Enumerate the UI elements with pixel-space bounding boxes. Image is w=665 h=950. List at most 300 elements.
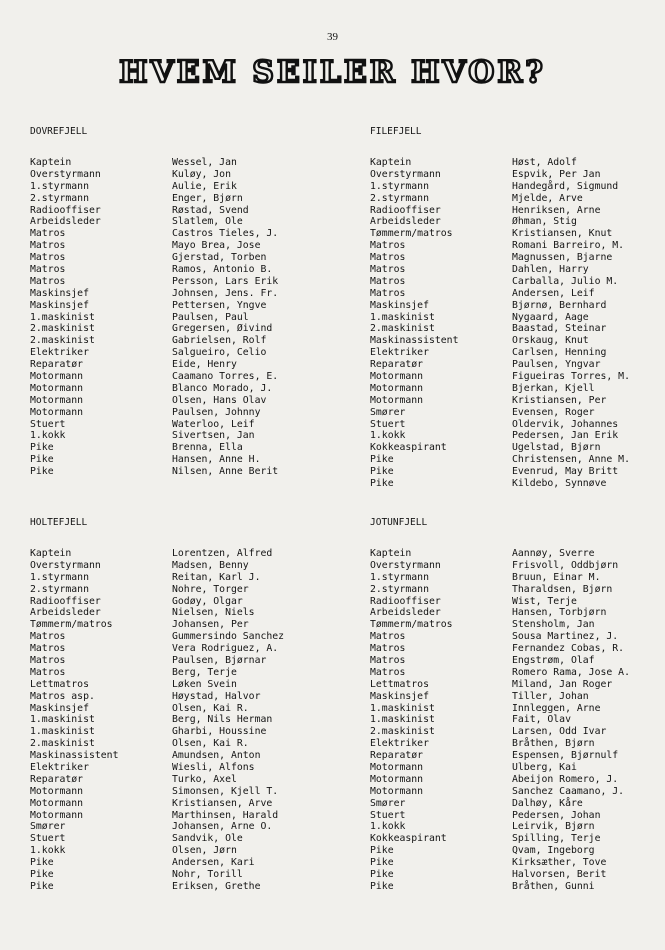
crew-row <box>370 810 665 822</box>
crew-role: Reparatør <box>30 359 84 371</box>
crew-row <box>30 703 330 715</box>
crew-row <box>30 798 330 810</box>
crew-row <box>30 359 330 371</box>
crew-name: Wist, Terje <box>512 595 577 607</box>
crew-name: Engstrøm, Olaf <box>512 655 595 667</box>
crew-role: Pike <box>370 478 394 490</box>
crew-role: Smører <box>370 797 406 809</box>
crew-row <box>370 881 665 893</box>
crew-role: Motormann <box>30 394 84 406</box>
crew-role: Motormann <box>370 382 424 394</box>
crew-name: Turko, Axel <box>172 773 237 785</box>
crew-row <box>30 714 330 726</box>
crew-list-dovrefjell <box>30 126 330 478</box>
crew-role: Tømmerm/matros <box>370 619 453 631</box>
crew-role: Stuert <box>30 418 66 430</box>
crew-row <box>370 691 665 703</box>
crew-name: Johansen, Arne O. <box>172 821 273 833</box>
crew-row <box>30 169 330 181</box>
crew-role: 2.maskinist <box>370 323 435 335</box>
crew-role: Overstyrmann <box>30 168 101 180</box>
crew-role: Matros <box>370 643 406 655</box>
crew-role: Motormann <box>30 809 84 821</box>
crew-name: Waterloo, Leif <box>172 418 255 430</box>
crew-role: Matros <box>30 228 66 240</box>
crew-row <box>370 276 665 288</box>
crew-row <box>30 371 330 383</box>
crew-row <box>30 347 330 359</box>
crew-row <box>370 312 665 324</box>
crew-name: Sandvik, Ole <box>172 833 243 845</box>
crew-role: Matros <box>370 666 406 678</box>
crew-row <box>370 383 665 395</box>
crew-row <box>370 607 665 619</box>
crew-name: Simonsen, Kjell T. <box>172 785 279 797</box>
crew-name: Carballa, Julio M. <box>512 275 619 287</box>
crew-role: 1.maskinist <box>30 311 95 323</box>
crew-name: Blanco Morado, J. <box>172 382 273 394</box>
crew-row <box>30 548 330 560</box>
crew-role: 1.maskinist <box>30 726 95 738</box>
crew-row <box>370 631 665 643</box>
crew-role: Pike <box>30 880 54 892</box>
crew-role: Motormann <box>30 371 84 383</box>
crew-row <box>370 169 665 181</box>
crew-row <box>370 679 665 691</box>
crew-row <box>30 300 330 312</box>
crew-row <box>370 252 665 264</box>
crew-row <box>370 466 665 478</box>
crew-row <box>30 454 330 466</box>
crew-name: Orskaug, Knut <box>512 335 589 347</box>
crew-name: Evensen, Roger <box>512 406 595 418</box>
crew-list-jotunfjell <box>370 517 665 893</box>
crew-role: Matros <box>370 655 406 667</box>
crew-role: Stuert <box>30 833 66 845</box>
ship-name: DOVREFJELL <box>30 126 88 137</box>
crew-row <box>370 560 665 572</box>
crew-row <box>370 857 665 869</box>
crew-name: Gharbi, Houssine <box>172 726 267 738</box>
crew-name: Handegård, Sigmund <box>512 180 619 192</box>
crew-name: Salgueiro, Celio <box>172 347 267 359</box>
crew-row <box>370 240 665 252</box>
crew-row <box>30 679 330 691</box>
crew-role: Lettmatros <box>370 678 429 690</box>
crew-name: Persson, Lars Erik <box>172 275 279 287</box>
crew-name: Nohr, Torill <box>172 869 243 881</box>
crew-row <box>30 395 330 407</box>
crew-name: Kildebo, Synnøve <box>512 478 607 490</box>
crew-row <box>370 288 665 300</box>
crew-row <box>370 845 665 857</box>
crew-role: 2.styrmann <box>30 583 89 595</box>
crew-role: Overstyrmann <box>370 168 441 180</box>
crew-role: 1.kokk <box>30 430 66 442</box>
crew-role: Matros <box>370 240 406 252</box>
crew-role: Radiooffiser <box>30 595 101 607</box>
crew-row <box>30 584 330 596</box>
crew-role: Kaptein <box>30 157 72 168</box>
crew-role: Pike <box>370 880 394 892</box>
crew-row <box>30 667 330 679</box>
crew-role: 1.styrmann <box>30 571 89 583</box>
crew-name: Bråthen, Bjørn <box>512 738 595 750</box>
crew-row <box>30 691 330 703</box>
crew-name: Castros Tieles, J. <box>172 228 279 240</box>
crew-role: Pike <box>30 869 54 881</box>
crew-row <box>370 584 665 596</box>
crew-name: Gjerstad, Torben <box>172 252 267 264</box>
crew-row <box>30 845 330 857</box>
crew-name: Qvam, Ingeborg <box>512 845 595 857</box>
ship-name: HOLTEFJELL <box>30 517 88 528</box>
crew-row <box>30 762 330 774</box>
crew-name: Kirksæther, Tove <box>512 857 607 869</box>
crew-row <box>370 454 665 466</box>
crew-name: Berg, Nils Herman <box>172 714 273 726</box>
crew-name: Vera Rodriguez, A. <box>172 643 279 655</box>
crew-row <box>30 157 330 169</box>
crew-name: Espensen, Bjørnulf <box>512 750 619 762</box>
crew-name: Paulsen, Johnny <box>172 406 261 418</box>
crew-row <box>30 655 330 667</box>
crew-role: 2.maskinist <box>30 335 95 347</box>
crew-name: Kristiansen, Arve <box>172 797 273 809</box>
crew-row <box>30 810 330 822</box>
crew-name: Abeijon Romero, J. <box>512 773 619 785</box>
crew-name: Romero Rama, Jose A. <box>512 666 630 678</box>
crew-row <box>370 335 665 347</box>
crew-name: Hansen, Anne H. <box>172 454 261 466</box>
crew-name: Kristiansen, Knut <box>512 228 613 240</box>
crew-row <box>370 548 665 560</box>
crew-role: Matros <box>370 287 406 299</box>
crew-rows <box>30 548 330 893</box>
crew-role: Tømmerm/matros <box>30 619 113 631</box>
crew-name: Olsen, Jørn <box>172 845 237 857</box>
crew-role: 1.maskinist <box>370 714 435 726</box>
crew-row <box>30 276 330 288</box>
crew-name: Wiesli, Alfons <box>172 762 255 774</box>
crew-role: Motormann <box>370 785 424 797</box>
crew-row <box>370 371 665 383</box>
crew-row <box>370 181 665 193</box>
crew-role: Matros <box>30 275 66 287</box>
crew-row <box>30 216 330 228</box>
crew-name: Paulsen, Paul <box>172 311 249 323</box>
crew-name: Paulsen, Bjørnar <box>172 655 267 667</box>
crew-name: Sivertsen, Jan <box>172 430 255 442</box>
crew-name: Caamano Torres, E. <box>172 371 279 383</box>
crew-row <box>30 335 330 347</box>
crew-name: Leirvik, Bjørn <box>512 821 595 833</box>
crew-name: Ulberg, Kai <box>512 762 577 774</box>
crew-name: Johansen, Per <box>172 619 249 631</box>
crew-name: Andersen, Leif <box>512 287 595 299</box>
crew-name: Berg, Terje <box>172 666 237 678</box>
crew-name: Slatlem, Ole <box>172 216 243 228</box>
crew-role: Stuert <box>370 809 406 821</box>
crew-row <box>30 193 330 205</box>
crew-name: Miland, Jan Roger <box>512 678 613 690</box>
crew-row <box>370 323 665 335</box>
crew-name: Fernandez Cobas, R. <box>512 643 625 655</box>
crew-row <box>370 228 665 240</box>
crew-role: 1.maskinist <box>30 714 95 726</box>
crew-row <box>370 667 665 679</box>
crew-row <box>30 442 330 454</box>
crew-role: Pike <box>30 466 54 478</box>
crew-name: Christensen, Anne M. <box>512 454 630 466</box>
page-number: 39 <box>327 31 338 43</box>
crew-role: Elektriker <box>370 738 429 750</box>
crew-name: Reitan, Karl J. <box>172 571 261 583</box>
crew-name: Nygaard, Aage <box>512 311 589 323</box>
crew-role: Arbeidsleder <box>30 607 101 619</box>
crew-name: Fait, Olav <box>512 714 571 726</box>
crew-role: Maskinassistent <box>30 750 119 762</box>
crew-role: Smører <box>30 821 66 833</box>
crew-row <box>30 323 330 335</box>
crew-role: 2.maskinist <box>370 726 435 738</box>
crew-role: 1.kokk <box>370 430 406 442</box>
crew-name: Eide, Henry <box>172 359 237 371</box>
crew-list-filefjell <box>370 126 665 490</box>
crew-row <box>30 240 330 252</box>
crew-role: Kokkeaspirant <box>370 442 447 454</box>
crew-row <box>370 643 665 655</box>
crew-role: Arbeidsleder <box>370 607 441 619</box>
crew-row <box>370 395 665 407</box>
crew-name: Dahlen, Harry <box>512 264 589 276</box>
crew-role: Maskinsjef <box>30 702 89 714</box>
crew-role: Matros <box>370 275 406 287</box>
crew-role: Elektriker <box>370 347 429 359</box>
crew-name: Enger, Bjørn <box>172 192 243 204</box>
crew-name: Brenna, Ella <box>172 442 243 454</box>
crew-role: 1.styrmann <box>370 180 429 192</box>
crew-role: Matros <box>370 252 406 264</box>
crew-name: Høystad, Halvor <box>172 690 261 702</box>
crew-role: 1.styrmann <box>370 571 429 583</box>
crew-role: 2.styrmann <box>30 192 89 204</box>
crew-row <box>30 383 330 395</box>
crew-name: Mjelde, Arve <box>512 192 583 204</box>
crew-name: Aannøy, Sverre <box>512 548 595 559</box>
crew-row <box>370 750 665 762</box>
crew-name: Ugelstad, Bjørn <box>512 442 601 454</box>
crew-row <box>370 300 665 312</box>
crew-role: Maskinsjef <box>370 299 429 311</box>
crew-name: Bruun, Einar M. <box>512 571 601 583</box>
crew-name: Nohre, Torger <box>172 583 249 595</box>
crew-name: Dalhøy, Kåre <box>512 797 583 809</box>
crew-role: Kokkeaspirant <box>370 833 447 845</box>
crew-name: Hansen, Torbjørn <box>512 607 607 619</box>
crew-row <box>370 216 665 228</box>
crew-role: Tømmerm/matros <box>370 228 453 240</box>
crew-role: Reparatør <box>370 359 424 371</box>
crew-name: Ramos, Antonio B. <box>172 264 273 276</box>
crew-role: Matros <box>30 666 66 678</box>
crew-row <box>370 193 665 205</box>
crew-row <box>30 288 330 300</box>
crew-name: Paulsen, Yngvar <box>512 359 601 371</box>
crew-row <box>370 430 665 442</box>
crew-role: Pike <box>370 845 394 857</box>
crew-row <box>30 631 330 643</box>
crew-role: Elektriker <box>30 762 89 774</box>
crew-row <box>370 714 665 726</box>
crew-name: Larsen, Odd Ivar <box>512 726 607 738</box>
crew-row <box>370 655 665 667</box>
crew-rows <box>370 157 665 490</box>
crew-role: Matros <box>30 252 66 264</box>
crew-name: Wessel, Jan <box>172 157 237 168</box>
crew-role: Reparatør <box>30 773 84 785</box>
crew-row <box>370 205 665 217</box>
crew-name: Andersen, Kari <box>172 857 255 869</box>
crew-name: Pedersen, Jan Erik <box>512 430 619 442</box>
crew-name: Baastad, Steinar <box>512 323 607 335</box>
crew-role: Motormann <box>30 382 84 394</box>
crew-name: Mayo Brea, Jose <box>172 240 261 252</box>
crew-rows <box>30 157 330 478</box>
crew-name: Oldervik, Johannes <box>512 418 619 430</box>
crew-role: Pike <box>30 442 54 454</box>
crew-name: Spilling, Terje <box>512 833 601 845</box>
crew-row <box>30 228 330 240</box>
crew-name: Sousa Martinez, J. <box>512 631 619 643</box>
crew-row <box>370 774 665 786</box>
crew-name: Madsen, Benny <box>172 559 249 571</box>
crew-role: Motormann <box>30 797 84 809</box>
crew-name: Pettersen, Yngve <box>172 299 267 311</box>
crew-role: Matros <box>30 631 66 643</box>
crew-name: Olsen, Kai R. <box>172 738 249 750</box>
crew-name: Figueiras Torres, M. <box>512 371 630 383</box>
crew-role: Arbeidsleder <box>30 216 101 228</box>
crew-name: Olsen, Kai R. <box>172 702 249 714</box>
crew-name: Lorentzen, Alfred <box>172 548 273 559</box>
crew-row <box>370 869 665 881</box>
crew-role: Maskinsjef <box>30 299 89 311</box>
crew-role: Elektriker <box>30 347 89 359</box>
crew-row <box>370 419 665 431</box>
crew-row <box>30 750 330 762</box>
crew-role: Radiooffiser <box>30 204 101 216</box>
crew-name: Bjørnø, Bernhard <box>512 299 607 311</box>
crew-role: 1.kokk <box>370 821 406 833</box>
crew-row <box>30 738 330 750</box>
crew-role: Stuert <box>370 418 406 430</box>
crew-name: Carlsen, Henning <box>512 347 607 359</box>
crew-name: Eriksen, Grethe <box>172 880 261 892</box>
crew-name: Johnsen, Jens. Fr. <box>172 287 279 299</box>
crew-name: Magnussen, Bjarne <box>512 252 613 264</box>
crew-row <box>370 407 665 419</box>
crew-role: Maskinassistent <box>370 335 459 347</box>
crew-name: Henriksen, Arne <box>512 204 601 216</box>
crew-row <box>370 157 665 169</box>
crew-role: Pike <box>370 466 394 478</box>
crew-row <box>370 442 665 454</box>
crew-row <box>370 798 665 810</box>
crew-row <box>30 857 330 869</box>
crew-role: Motormann <box>30 785 84 797</box>
crew-row <box>30 466 330 478</box>
crew-row <box>370 821 665 833</box>
crew-role: Matros <box>30 655 66 667</box>
crew-row <box>370 833 665 845</box>
crew-row <box>370 572 665 584</box>
crew-role: Smører <box>370 406 406 418</box>
crew-role: Lettmatros <box>30 678 89 690</box>
crew-row <box>370 359 665 371</box>
crew-role: Maskinsjef <box>30 287 89 299</box>
crew-role: Pike <box>30 454 54 466</box>
crew-row <box>370 738 665 750</box>
crew-row <box>30 430 330 442</box>
crew-role: 1.styrmann <box>30 180 89 192</box>
crew-row <box>30 619 330 631</box>
crew-role: Kaptein <box>30 548 72 559</box>
crew-name: Øhman, Stig <box>512 216 577 228</box>
crew-name: Bjerkan, Kjell <box>512 382 595 394</box>
crew-name: Nielsen, Niels <box>172 607 255 619</box>
crew-name: Høst, Adolf <box>512 157 577 168</box>
crew-name: Kuløy, Jon <box>172 168 231 180</box>
crew-name: Stensholm, Jan <box>512 619 595 631</box>
crew-name: Evenrud, May Britt <box>512 466 619 478</box>
crew-name: Gregersen, Øivind <box>172 323 273 335</box>
crew-role: Kaptein <box>370 157 412 168</box>
crew-role: 2.maskinist <box>30 738 95 750</box>
ship-name: JOTUNFJELL <box>370 517 428 528</box>
crew-name: Godøy, Olgar <box>172 595 243 607</box>
crew-row <box>30 419 330 431</box>
crew-role: Overstyrmann <box>370 559 441 571</box>
crew-row <box>370 347 665 359</box>
crew-role: Pike <box>370 869 394 881</box>
crew-row <box>30 869 330 881</box>
crew-role: Motormann <box>370 762 424 774</box>
crew-row <box>370 703 665 715</box>
crew-role: Arbeidsleder <box>370 216 441 228</box>
ship-name: FILEFJELL <box>370 126 422 137</box>
crew-rows <box>370 548 665 893</box>
crew-row <box>30 607 330 619</box>
crew-role: Motormann <box>370 371 424 383</box>
crew-row <box>30 596 330 608</box>
crew-name: Aulie, Erik <box>172 180 237 192</box>
crew-row <box>30 252 330 264</box>
crew-name: Gabrielsen, Rolf <box>172 335 267 347</box>
crew-list-holtefjell <box>30 517 330 893</box>
crew-role: 1.maskinist <box>370 311 435 323</box>
crew-name: Innleggen, Arne <box>512 702 601 714</box>
crew-row <box>370 619 665 631</box>
crew-row <box>30 833 330 845</box>
crew-role: Matros <box>370 631 406 643</box>
crew-role: Matros <box>370 264 406 276</box>
crew-row <box>370 596 665 608</box>
crew-name: Bråthen, Gunni <box>512 880 595 892</box>
crew-name: Røstad, Svend <box>172 204 249 216</box>
crew-row <box>30 726 330 738</box>
crew-row <box>30 205 330 217</box>
